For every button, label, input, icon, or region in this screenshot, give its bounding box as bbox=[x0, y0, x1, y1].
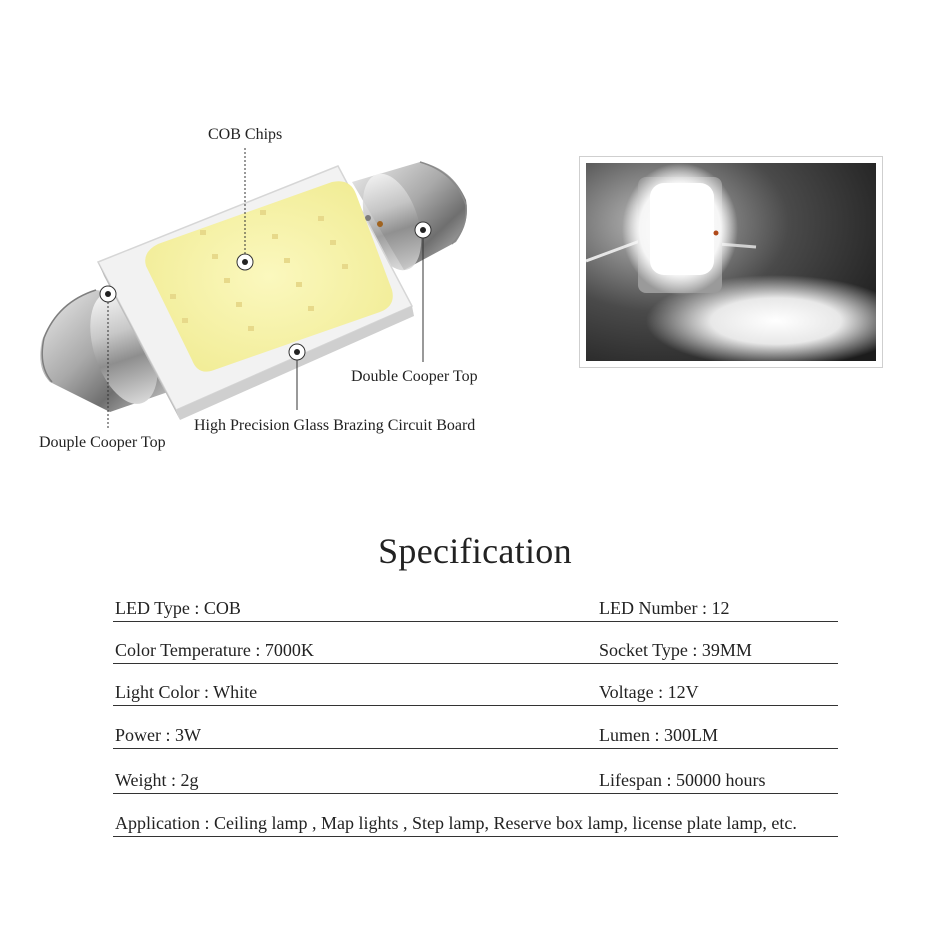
lit-bulb-photo bbox=[586, 163, 876, 361]
callout-cob-chips: COB Chips bbox=[208, 126, 283, 143]
led-bulb-image bbox=[0, 0, 560, 480]
spec-led-type: LED Type : COB bbox=[115, 598, 241, 618]
spec-weight: Weight : 2g bbox=[115, 770, 199, 790]
spec-lifespan: Lifespan : 50000 hours bbox=[599, 770, 766, 790]
spec-row-application bbox=[113, 810, 838, 837]
specification-title: Specification bbox=[378, 531, 572, 571]
spec-row bbox=[113, 722, 838, 749]
spec-application: Application : Ceiling lamp , Map lights , Step lamp, Reserve box lamp, license plate lamp, etc. bbox=[115, 813, 797, 833]
callout-circuit-board: High Precision Glass Brazing Circuit Board bbox=[194, 417, 476, 434]
callout-douple-cooper-top: Douple Cooper Top bbox=[39, 434, 166, 451]
spec-light-color: Light Color : White bbox=[115, 682, 258, 702]
lit-bulb-photo-frame bbox=[579, 156, 883, 368]
spec-row bbox=[113, 595, 838, 622]
spec-row bbox=[113, 637, 838, 664]
spec-lumen: Lumen : 300LM bbox=[599, 725, 718, 745]
spec-led-number: LED Number : 12 bbox=[599, 598, 730, 618]
product-illustration bbox=[0, 0, 560, 480]
spec-row bbox=[113, 767, 838, 794]
callout-double-cooper-top: Double Cooper Top bbox=[351, 368, 478, 385]
spec-color-temperature: Color Temperature : 7000K bbox=[115, 640, 314, 660]
spec-row bbox=[113, 679, 838, 706]
spec-power: Power : 3W bbox=[115, 725, 201, 745]
spec-socket-type: Socket Type : 39MM bbox=[599, 640, 752, 660]
spec-voltage: Voltage : 12V bbox=[599, 682, 699, 702]
